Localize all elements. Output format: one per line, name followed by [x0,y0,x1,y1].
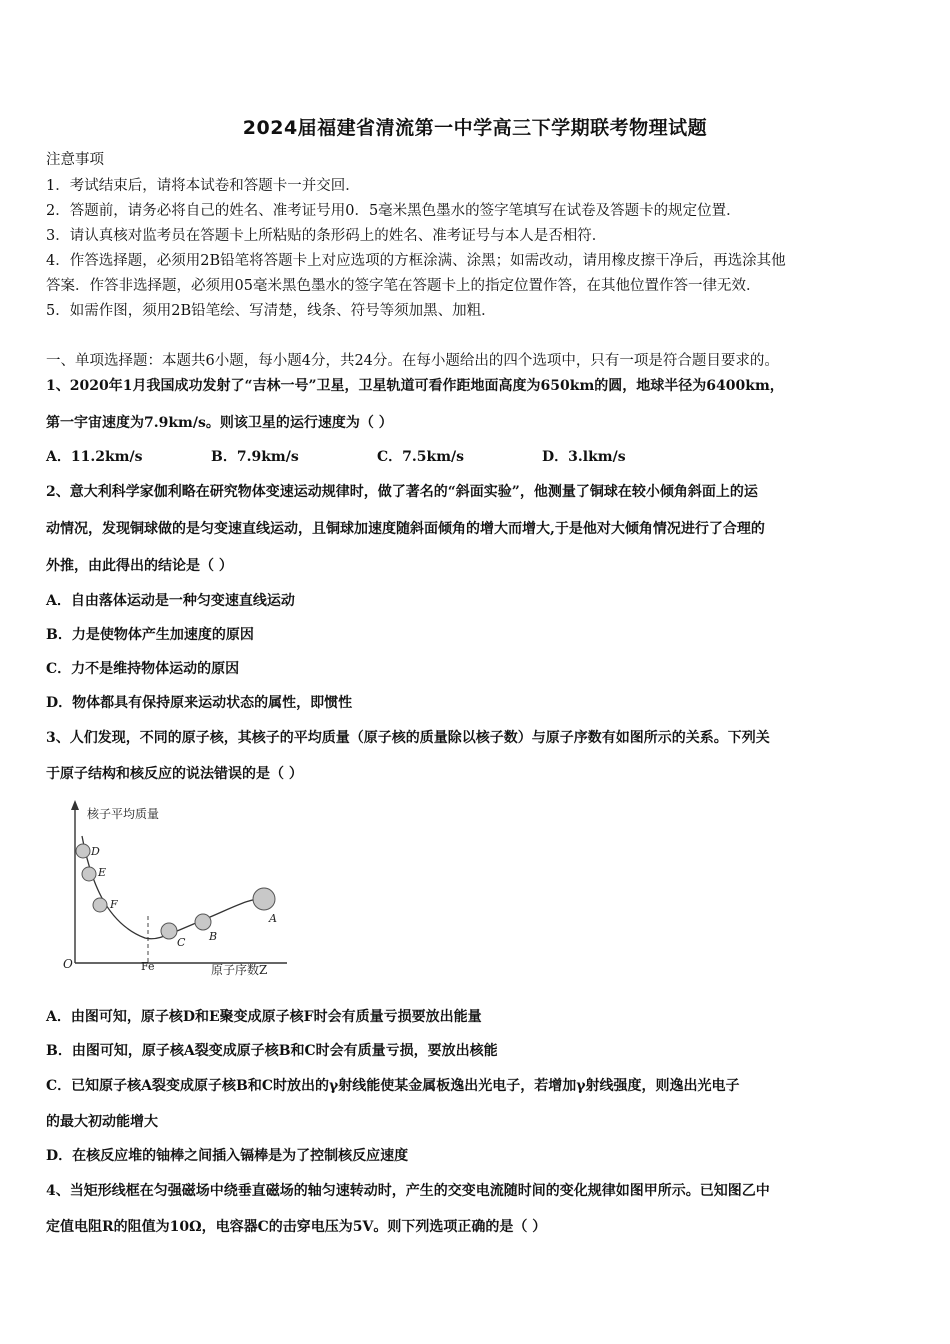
point-d-label: D [91,845,100,858]
q2-option-b: B．力是使物体产生加速度的原因 [46,627,254,643]
q3-option-c: C．已知原子核A裂变成原子核B和C时放出的γ射线能使某金属板逸出光电子，若增加γ射线强度，则逸出光电子 [46,1078,740,1094]
origin-label: O [63,957,73,971]
point-a-label: A [269,912,277,925]
x-axis-label: 原子序数Z [211,963,268,977]
notice-item: 3．请认真核对监考员在答题卡上所粘贴的条形码上的姓名、准考证号与本人是否相符． [46,228,607,244]
q1-stem-line: 第一宇宙速度为7.9km/s。则该卫星的运行速度为（ ） [46,415,393,431]
point-f [93,898,107,912]
notice-item: 1．考试结束后，请将本试卷和答题卡一并交回． [46,178,360,194]
fe-label: Fe [141,960,155,973]
q2-stem-line: 外推，由此得出的结论是（ ） [46,558,233,574]
q2-option-a: A．自由落体运动是一种匀变速直线运动 [46,593,295,609]
point-c-label: C [177,936,186,949]
q3-option-c-cont: 的最大初动能增大 [46,1114,158,1130]
point-d [76,844,90,858]
q3-option-a: A．由图可知，原子核D和E聚变成原子核F时会有质量亏损要放出能量 [46,1009,482,1025]
q3-stem-line: 于原子结构和核反应的说法错误的是（ ） [46,766,303,782]
q3-option-d: D．在核反应堆的铀棒之间插入镉棒是为了控制核反应速度 [46,1148,409,1164]
y-axis-arrow [71,800,79,810]
q2-stem-line: 2、意大利科学家伽利略在研究物体变速运动规律时，做了著名的“斜面实验”，他测量了铜球在较小倾角斜面上的运 [46,484,758,500]
notice-item: 5．如需作图，须用2B铅笔绘、写清楚，线条、符号等须加黑、加粗． [46,303,496,319]
q1-option-a: A．11.2km/s [46,449,143,465]
point-c [161,923,177,939]
point-a [253,888,275,910]
q1-stem-line: 1、2020年1月我国成功发射了“吉林一号”卫星，卫星轨道可看作距地面高度为650km的圆，地球半径为6400km， [46,378,784,394]
point-b-label: B [209,930,218,943]
q2-option-d: D．物体都具有保持原来运动状态的属性，即惯性 [46,695,353,711]
q1-option-b: B．7.9km/s [211,449,299,465]
point-e-label: E [98,866,107,879]
mass-curve [82,836,264,939]
point-b [195,914,211,930]
q3-option-b: B．由图可知，原子核A裂变成原子核B和C时会有质量亏损，要放出核能 [46,1043,498,1059]
q4-stem-line: 4、当矩形线框在匀强磁场中绕垂直磁场的轴匀速转动时，产生的交变电流随时间的变化规律如图甲所示。已知图乙中 [46,1183,770,1199]
q2-option-c: C．力不是维持物体运动的原因 [46,661,240,677]
q1-option-c: C．7.5km/s [377,449,465,465]
q4-stem-line: 定值电阻R的阻值为10Ω，电容器C的击穿电压为5V。则下列选项正确的是（ ） [46,1219,547,1235]
point-e [82,867,96,881]
notice-item: 4．作答选择题，必须用2B铅笔将答题卡上对应选项的方框涂满、涂黑；如需改动，请用橡皮擦干净后，再选涂其他 [46,253,786,269]
y-axis-label: 核子平均质量 [87,807,160,821]
notice-heading: 注意事项 [46,152,104,168]
point-f-label: F [110,898,118,911]
q2-stem-line: 动情况，发现铜球做的是匀变速直线运动，且铜球加速度随斜面倾角的增大而增大,于是他对大倾角情况进行了合理的 [46,521,765,537]
exam-title: 2024届福建省清流第一中学高三下学期联考物理试题 [242,117,708,139]
q3-stem-line: 3、人们发现，不同的原子核，其核子的平均质量（原子核的质量除以核子数）与原子序数有如图所示的关系。下列关 [46,730,770,746]
q3-nuclear-mass-graph [55,798,295,983]
section-heading: 一、单项选择题：本题共6小题，每小题4分，共24分。在每小题给出的四个选项中，只有一项是符合题目要求的。 [46,353,779,369]
q1-option-d: D．3.lkm/s [542,449,626,465]
notice-item: 2．答题前，请务必将自己的姓名、准考证号用0．5毫米黑色墨水的签字笔填写在试卷及答题卡的规定位置． [46,203,741,219]
notice-item: 答案．作答非选择题，必须用05毫米黑色墨水的签字笔在答题卡上的指定位置作答，在其他位置作答一律无效． [46,278,761,294]
